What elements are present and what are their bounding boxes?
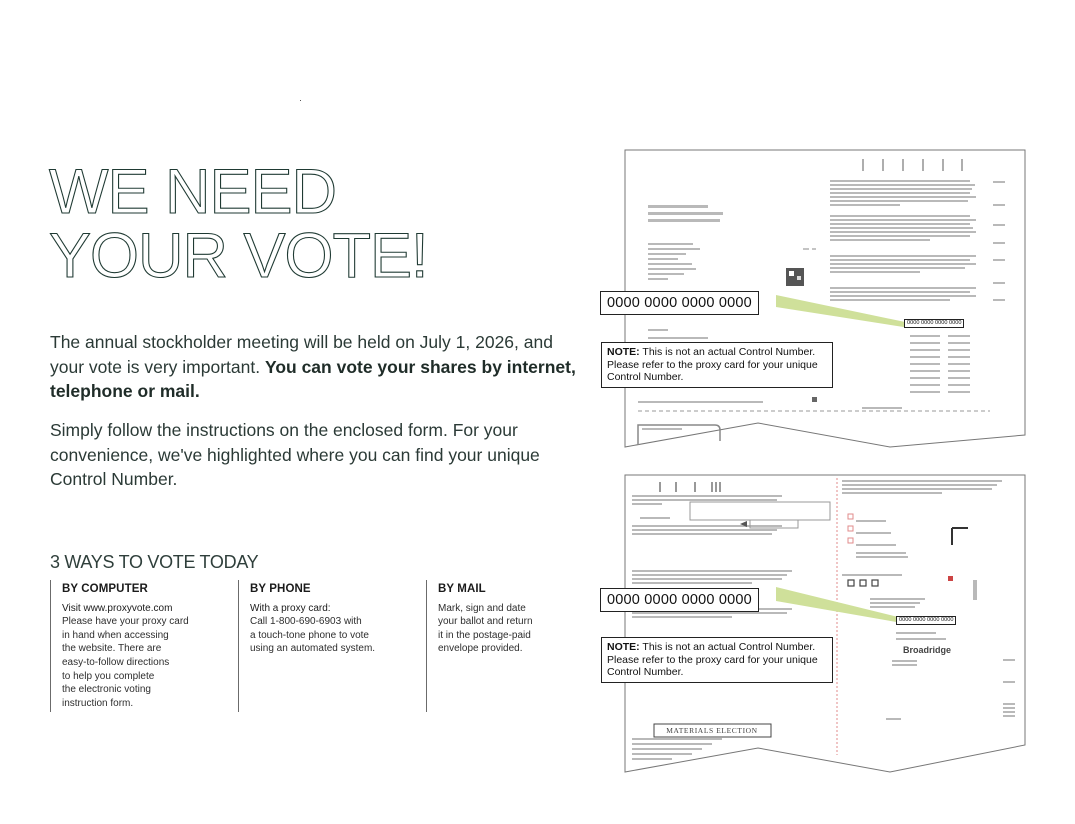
intro-paragraph [50,330,580,404]
way-computer-subheading: Visit www.proxyvote.com [62,602,173,614]
page-headline [49,157,428,291]
instructions-paragraph: Simply follow the instructions on the enclosed form. For your convenience, we've highlighted where you can find your unique Control Number. [50,420,540,489]
intro-text: The annual stockholder meeting will be held on July 1, 2026, and your vote is very important. [50,332,553,377]
note-label-1: NOTE: [607,346,640,358]
way-phone [238,580,426,712]
way-mail [426,580,536,712]
control-number-note-2 [601,637,833,683]
note-text-2: This is not an actual Control Number. Please refer to the proxy card for your unique Control Number. [607,641,818,678]
ways-to-vote [50,580,536,712]
materials-election-label: MATERIALS ELECTION [666,726,758,735]
way-phone-heading: BY PHONE [250,583,311,595]
intro-bold-text: You can vote your shares by internet, telephone or mail. [50,356,576,401]
way-computer-heading: BY COMPUTER [62,583,148,595]
control-number-field-2: 0000 0000 0000 0000 [896,616,956,625]
proxy-card-2-illustration [590,470,1040,780]
stray-dot [300,100,301,101]
proxy-card-sample-1 [590,145,1040,455]
control-number-note-1 [601,342,833,388]
way-phone-subheading: With a proxy card: [250,602,331,614]
control-number-field-1: 0000 0000 0000 0000 [904,319,964,328]
proxy-card-sample-2 [590,470,1040,780]
note-text-1: This is not an actual Control Number. Please refer to the proxy card for your unique Control Number. [607,346,818,383]
broadridge-logo: Broadridge [903,645,952,655]
control-number-callout-2: 0000 0000 0000 0000 [600,588,759,612]
way-phone-body: Call 1-800-690-6903 with a touch-tone phone to vote using an automated system. [250,616,376,655]
control-number-callout-1: 0000 0000 0000 0000 [600,291,759,315]
headline-line-1: WE NEED [49,157,337,227]
way-computer [50,580,238,712]
way-mail-body: Mark, sign and date your ballot and return it in the postage-paid envelope provided. [438,602,533,655]
way-mail-heading: BY MAIL [438,583,486,595]
way-computer-body: Please have your proxy card in hand when accessing the website. There are easy-to-follow directions to help you complete the electronic voting instruction form. [62,616,189,709]
note-label-2: NOTE: [607,641,640,653]
headline-line-2: YOUR VOTE! [49,221,428,291]
ways-title: 3 WAYS TO VOTE TODAY [50,552,259,572]
